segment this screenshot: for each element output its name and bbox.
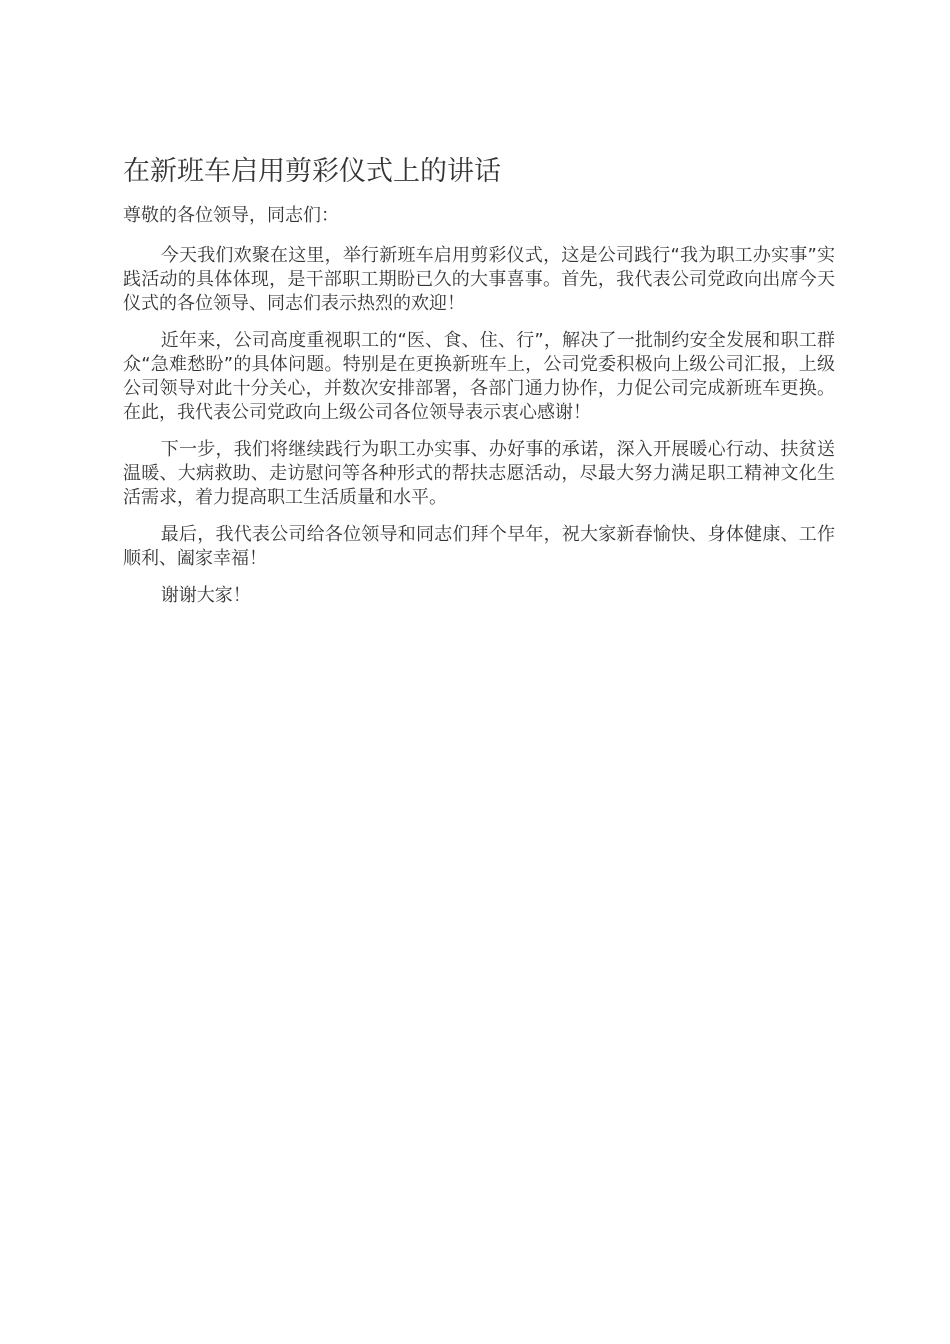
document-body bbox=[123, 150, 835, 621]
paragraph-greetings: 最后，我代表公司给各位领导和同志们拜个早年，祝大家新春愉快、身体健康、工作顺利、阖家幸福！ bbox=[123, 524, 835, 569]
paragraph-next-steps: 下一步，我们将继续践行为职工办实事、办好事的承诺，深入开展暖心行动、扶贫送温暖、大病救助、走访慰问等各种形式的帮扶志愿活动，尽最大努力满足职工精神文化生活需求，着力提高职工生活质量和水平。 bbox=[123, 439, 835, 508]
paragraph-thanks: 谢谢大家！ bbox=[160, 585, 251, 606]
paragraph-welcome: 今天我们欢聚在这里，举行新班车启用剪彩仪式，这是公司践行“我为职工办实事”实践活动的具体体现，是干部职工期盼已久的大事喜事。首先，我代表公司党政向出席今天仪式的各位领导、同志们表示热烈的欢迎！ bbox=[123, 245, 835, 314]
document-title: 在新班车启用剪彩仪式上的讲话 bbox=[123, 156, 501, 187]
salutation: 尊敬的各位领导，同志们： bbox=[123, 205, 339, 226]
paragraph-background: 近年来，公司高度重视职工的“医、食、住、行”，解决了一批制约安全发展和职工群众“急难愁盼”的具体问题。特别是在更换新班车上，公司党委积极向上级公司汇报，上级公司领导对此十分关心，并数次安排部署，各部门通力协作，力促公司完成新班车更换。在此，我代表公司党政向上级公司各位领导表示衷心感谢！ bbox=[123, 330, 835, 423]
